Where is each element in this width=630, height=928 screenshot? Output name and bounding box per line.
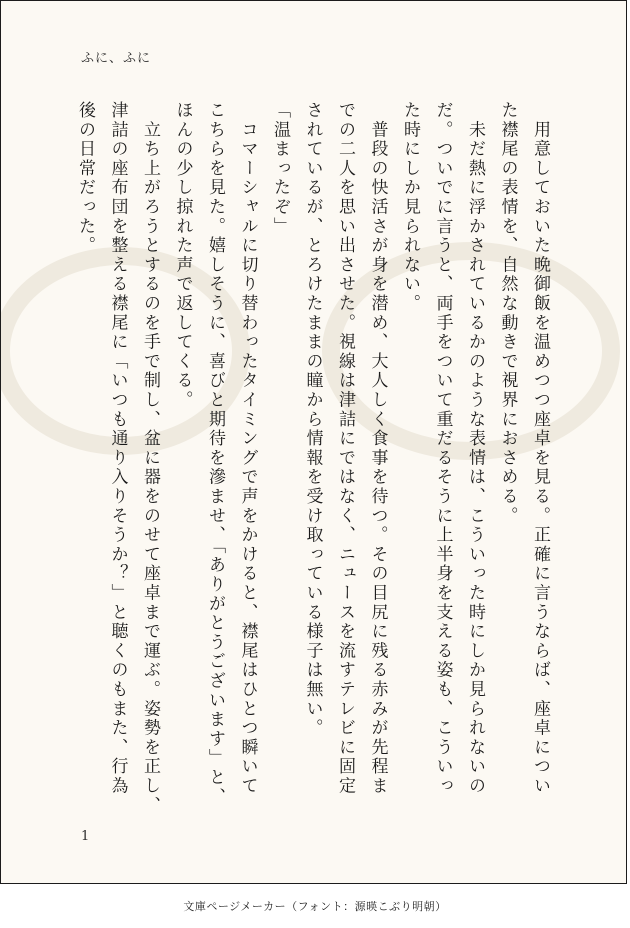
text-line: こちらを見た。嬉しそうに、喜びと期待を滲ませ、「ありがとうございます」と、 <box>205 101 225 807</box>
text-line: 立ち上がろうとするのを手で制し、盆に器をのせて座卓まで運ぶ。姿勢を正し、 <box>140 101 160 816</box>
text-line: 後の日常だった。 <box>75 101 95 256</box>
text-line: た襟尾の表情を、自然な動きで視界におさめる。 <box>497 101 518 526</box>
text-line: コマーシャルに切り替わったタイミングで声をかけると、襟尾はひとつ瞬いて <box>237 101 258 796</box>
text-line: 未だ熱に浮かされているかのような表情は、こういった時にしか見られないの <box>465 101 485 796</box>
text-line: 「温まったぞ」 <box>270 101 290 237</box>
text-line: ほんの少し掠れた声で返してくる。 <box>172 101 193 410</box>
text-line: されているが、とろけたままの瞳から情報を受け取っている様子は無い。 <box>302 101 323 738</box>
text-line: での二人を思い出させた。視線は津詰にではなく、ニュースを流すテレビに固定 <box>335 101 355 796</box>
running-head: ふに、ふに <box>81 51 152 66</box>
text-line: だ。ついでに言うと、両手をついて重だるそうに上半身を支える姿も、こういっ <box>432 101 453 796</box>
vertical-body-text <box>69 101 557 816</box>
text-line: た時にしか見られない。 <box>400 101 420 314</box>
text-line: 用意しておいた晩御飯を温めつつ座卓を見る。正確に言うならば、座卓につい <box>530 101 550 796</box>
page-number: 1 <box>81 829 90 844</box>
text-line: 津詰の座布団を整える襟尾に「いつも通り入りそうか？」と聴くのもまた、行為 <box>107 101 128 796</box>
footer-credit: 文庫ページメーカー（フォント：源暎こぶり明朝） <box>183 900 447 913</box>
text-line: 普段の快活さが身を潜め、大人しく食事を待つ。その目尻に残る赤みが先程ま <box>367 101 388 796</box>
